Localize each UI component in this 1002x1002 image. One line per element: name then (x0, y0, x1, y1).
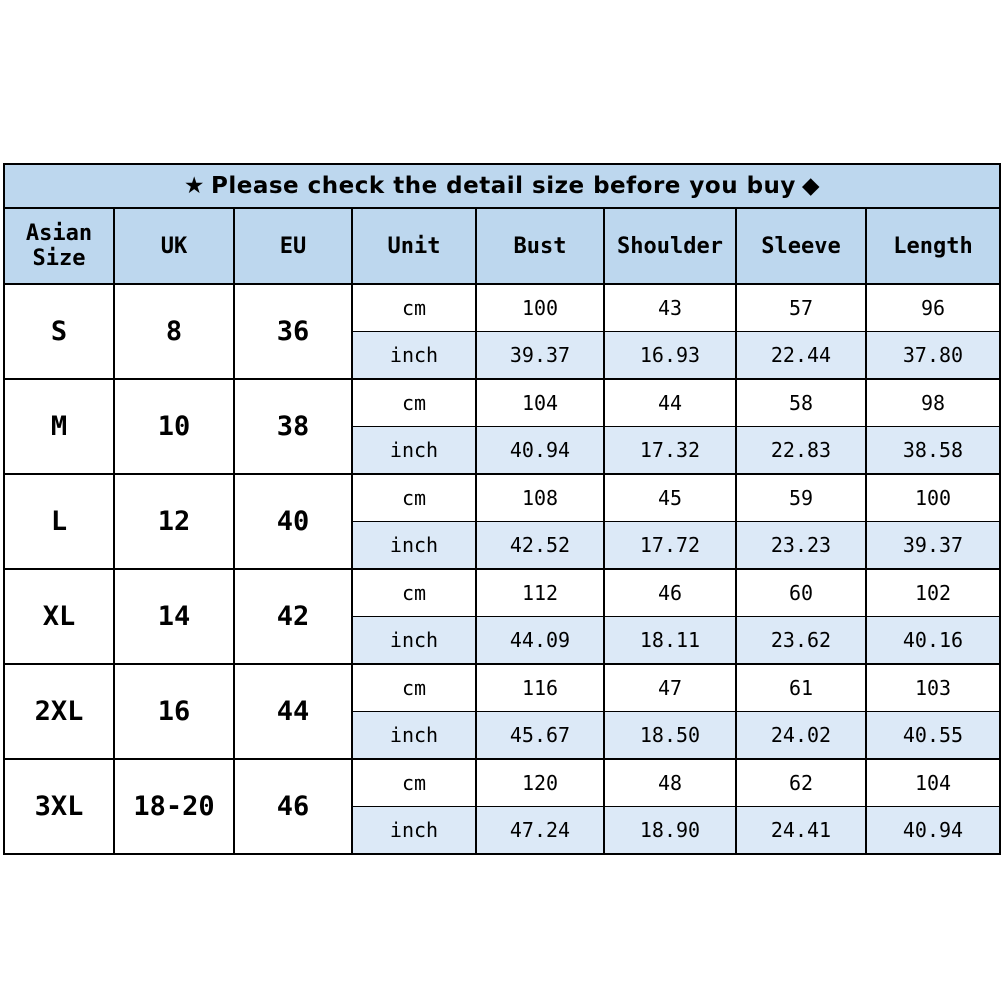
cell-length-cm: 96 (866, 284, 1000, 332)
cell-uk: 18-20 (114, 759, 234, 854)
cell-shoulder-inch: 18.50 (604, 712, 736, 760)
cell-size: M (4, 379, 114, 474)
cell-bust-cm: 100 (476, 284, 604, 332)
banner-cell (4, 164, 1000, 208)
cell-sleeve-inch: 24.02 (736, 712, 866, 760)
diamond-icon: ◆ (801, 173, 821, 199)
cell-size: 2XL (4, 664, 114, 759)
cell-eu: 36 (234, 284, 352, 379)
cell-length-cm: 100 (866, 474, 1000, 522)
cell-bust-inch: 44.09 (476, 617, 604, 665)
cell-unit-inch: inch (352, 427, 476, 475)
cell-length-inch: 40.55 (866, 712, 1000, 760)
cell-uk: 8 (114, 284, 234, 379)
header-uk: UK (114, 208, 234, 284)
header-length: Length (866, 208, 1000, 284)
cell-eu: 42 (234, 569, 352, 664)
cell-unit-cm: cm (352, 759, 476, 807)
cell-sleeve-cm: 61 (736, 664, 866, 712)
cell-bust-cm: 116 (476, 664, 604, 712)
header-asian-size-line1: Asian (25, 220, 93, 246)
cell-uk: 16 (114, 664, 234, 759)
cell-sleeve-inch: 23.62 (736, 617, 866, 665)
cell-uk: 14 (114, 569, 234, 664)
cell-length-cm: 98 (866, 379, 1000, 427)
cell-eu: 44 (234, 664, 352, 759)
cell-shoulder-inch: 17.32 (604, 427, 736, 475)
cell-sleeve-cm: 60 (736, 569, 866, 617)
cell-size: XL (4, 569, 114, 664)
cell-unit-inch: inch (352, 522, 476, 570)
cell-length-inch: 40.94 (866, 807, 1000, 855)
cell-shoulder-inch: 18.11 (604, 617, 736, 665)
cell-uk: 10 (114, 379, 234, 474)
table-row (4, 759, 1000, 807)
cell-unit-cm: cm (352, 569, 476, 617)
cell-eu: 38 (234, 379, 352, 474)
cell-size: 3XL (4, 759, 114, 854)
banner-row (4, 164, 1000, 208)
table-row (4, 664, 1000, 712)
table-row (4, 569, 1000, 617)
table-row (4, 284, 1000, 332)
cell-shoulder-inch: 17.72 (604, 522, 736, 570)
table-row (4, 474, 1000, 522)
cell-unit-cm: cm (352, 474, 476, 522)
cell-shoulder-inch: 16.93 (604, 332, 736, 380)
header-shoulder: Shoulder (604, 208, 736, 284)
size-chart-table (3, 163, 1001, 855)
cell-sleeve-cm: 57 (736, 284, 866, 332)
cell-shoulder-cm: 47 (604, 664, 736, 712)
cell-length-inch: 37.80 (866, 332, 1000, 380)
header-eu: EU (234, 208, 352, 284)
cell-bust-inch: 40.94 (476, 427, 604, 475)
cell-sleeve-cm: 59 (736, 474, 866, 522)
cell-length-inch: 38.58 (866, 427, 1000, 475)
cell-sleeve-inch: 24.41 (736, 807, 866, 855)
cell-length-inch: 39.37 (866, 522, 1000, 570)
star-icon: ★ (183, 173, 205, 199)
cell-shoulder-inch: 18.90 (604, 807, 736, 855)
cell-shoulder-cm: 48 (604, 759, 736, 807)
cell-unit-inch: inch (352, 332, 476, 380)
cell-length-cm: 103 (866, 664, 1000, 712)
table-row (4, 379, 1000, 427)
table-header-row (4, 208, 1000, 284)
cell-sleeve-cm: 58 (736, 379, 866, 427)
cell-unit-cm: cm (352, 284, 476, 332)
header-asian-size (4, 208, 114, 284)
cell-unit-inch: inch (352, 712, 476, 760)
header-bust: Bust (476, 208, 604, 284)
size-chart-container (3, 163, 999, 855)
cell-bust-inch: 39.37 (476, 332, 604, 380)
cell-bust-cm: 104 (476, 379, 604, 427)
cell-unit-inch: inch (352, 617, 476, 665)
cell-shoulder-cm: 43 (604, 284, 736, 332)
cell-sleeve-inch: 22.44 (736, 332, 866, 380)
cell-size: S (4, 284, 114, 379)
cell-sleeve-cm: 62 (736, 759, 866, 807)
cell-size: L (4, 474, 114, 569)
cell-unit-cm: cm (352, 664, 476, 712)
cell-shoulder-cm: 46 (604, 569, 736, 617)
cell-bust-inch: 47.24 (476, 807, 604, 855)
cell-eu: 46 (234, 759, 352, 854)
header-asian-size-line2: Size (32, 246, 86, 271)
cell-uk: 12 (114, 474, 234, 569)
cell-unit-cm: cm (352, 379, 476, 427)
header-sleeve: Sleeve (736, 208, 866, 284)
header-unit: Unit (352, 208, 476, 284)
cell-bust-cm: 112 (476, 569, 604, 617)
cell-bust-inch: 45.67 (476, 712, 604, 760)
cell-sleeve-inch: 23.23 (736, 522, 866, 570)
cell-shoulder-cm: 45 (604, 474, 736, 522)
cell-shoulder-cm: 44 (604, 379, 736, 427)
cell-sleeve-inch: 22.83 (736, 427, 866, 475)
cell-bust-inch: 42.52 (476, 522, 604, 570)
cell-bust-cm: 120 (476, 759, 604, 807)
banner-text: Please check the detail size before you buy (211, 173, 796, 199)
cell-length-cm: 104 (866, 759, 1000, 807)
cell-length-inch: 40.16 (866, 617, 1000, 665)
cell-eu: 40 (234, 474, 352, 569)
cell-bust-cm: 108 (476, 474, 604, 522)
cell-unit-inch: inch (352, 807, 476, 855)
cell-length-cm: 102 (866, 569, 1000, 617)
